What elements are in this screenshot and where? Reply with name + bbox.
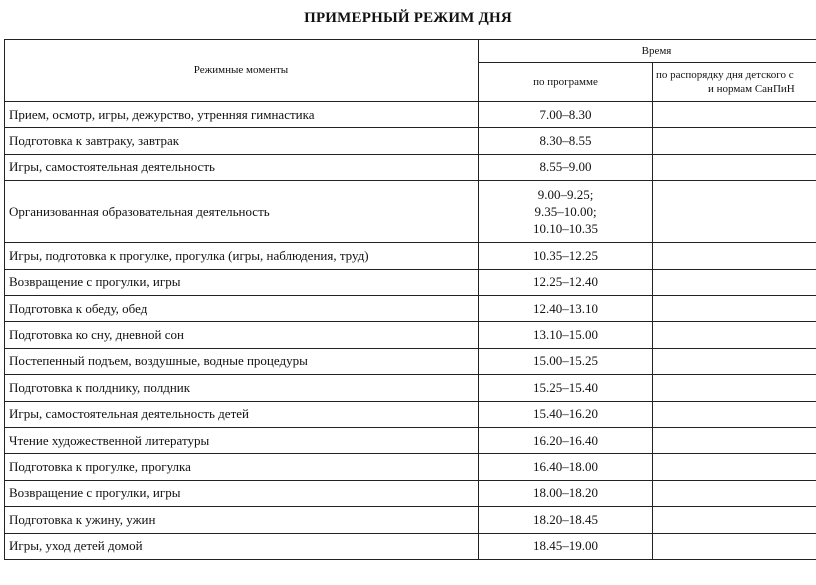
time-value: 13.10–15.00 bbox=[533, 327, 598, 343]
time-cell bbox=[479, 427, 652, 453]
time-cell bbox=[479, 295, 652, 321]
schedule-cell bbox=[653, 427, 816, 453]
time-value: 18.00–18.20 bbox=[533, 485, 598, 501]
schedule-cell bbox=[653, 180, 816, 242]
time-cell bbox=[479, 127, 652, 153]
schedule-cell bbox=[653, 480, 816, 506]
schedule-cell bbox=[653, 533, 816, 559]
time-value: 10.10–10.35 bbox=[533, 220, 598, 236]
time-cell bbox=[479, 180, 652, 242]
column-divider-schedule bbox=[652, 62, 653, 560]
time-value: 8.55–9.00 bbox=[539, 159, 592, 175]
row-border bbox=[4, 533, 816, 534]
header-time: Время bbox=[641, 44, 672, 57]
header-by-schedule-line1: по распорядку дня детского с bbox=[656, 69, 794, 81]
time-cell bbox=[479, 374, 652, 400]
row-border bbox=[4, 480, 816, 481]
time-cell bbox=[479, 533, 652, 559]
time-cell bbox=[479, 401, 652, 427]
schedule-cell bbox=[653, 295, 816, 321]
header-by-program: по программе bbox=[533, 76, 598, 88]
header-bottom-border bbox=[4, 101, 816, 102]
row-border bbox=[4, 374, 816, 375]
time-cell bbox=[479, 453, 652, 479]
time-value: 12.25–12.40 bbox=[533, 274, 598, 290]
activity-cell: Возвращение с прогулки, игры bbox=[9, 485, 181, 501]
time-value: 8.30–8.55 bbox=[539, 133, 592, 149]
schedule-cell bbox=[653, 101, 816, 127]
time-cell bbox=[479, 154, 652, 180]
activity-cell: Игры, подготовка к прогулке, прогулка (игры, наблюдения, труд) bbox=[9, 247, 369, 263]
header-moments: Режимные моменты bbox=[193, 64, 289, 76]
time-cell bbox=[479, 269, 652, 295]
row-border bbox=[4, 559, 816, 560]
schedule-cell bbox=[653, 242, 816, 268]
time-cell bbox=[479, 242, 652, 268]
header-by-schedule bbox=[656, 63, 816, 101]
row-border bbox=[4, 242, 816, 243]
schedule-cell bbox=[653, 348, 816, 374]
row-border bbox=[4, 154, 816, 155]
schedule-cell bbox=[653, 269, 816, 295]
schedule-cell bbox=[653, 321, 816, 347]
time-value: 16.20–16.40 bbox=[533, 432, 598, 448]
time-value: 9.35–10.00; bbox=[534, 203, 597, 219]
row-border bbox=[4, 453, 816, 454]
activity-cell: Чтение художественной литературы bbox=[9, 432, 210, 448]
time-cell bbox=[479, 506, 652, 532]
activity-cell: Игры, уход детей домой bbox=[9, 538, 143, 554]
activity-cell: Подготовка ко сну, дневной сон bbox=[9, 327, 184, 343]
page-title: ПРИМЕРНЫЙ РЕЖИМ ДНЯ bbox=[304, 10, 512, 26]
time-cell bbox=[479, 101, 652, 127]
schedule-cell bbox=[653, 127, 816, 153]
row-border bbox=[4, 180, 816, 181]
activity-cell: Прием, осмотр, игры, дежурство, утренняя гимнастика bbox=[9, 106, 315, 122]
column-divider-time bbox=[478, 39, 479, 560]
time-value: 15.40–16.20 bbox=[533, 406, 598, 422]
activity-cell: Подготовка к завтраку, завтрак bbox=[9, 133, 180, 149]
row-border bbox=[4, 269, 816, 270]
header-time-divider bbox=[478, 62, 816, 63]
time-cell bbox=[479, 321, 652, 347]
row-border bbox=[4, 506, 816, 507]
table-border-top bbox=[4, 39, 816, 40]
activity-cell: Подготовка к полднику, полдник bbox=[9, 379, 191, 395]
activity-cell: Постепенный подъем, воздушные, водные процедуры bbox=[9, 353, 308, 369]
time-value: 9.00–9.25; bbox=[537, 186, 594, 202]
row-border bbox=[4, 427, 816, 428]
time-value: 15.00–15.25 bbox=[533, 353, 598, 369]
table-border-left bbox=[4, 39, 5, 560]
time-cell bbox=[479, 480, 652, 506]
row-border bbox=[4, 295, 816, 296]
schedule-cell bbox=[653, 401, 816, 427]
activity-cell: Возвращение с прогулки, игры bbox=[9, 274, 181, 290]
activity-cell: Игры, самостоятельная деятельность bbox=[9, 159, 215, 175]
row-border bbox=[4, 321, 816, 322]
schedule-cell bbox=[653, 506, 816, 532]
time-cell bbox=[479, 348, 652, 374]
row-border bbox=[4, 401, 816, 402]
schedule-table bbox=[4, 39, 816, 562]
time-value: 18.45–19.00 bbox=[533, 538, 598, 554]
activity-cell: Организованная образовательная деятельность bbox=[9, 203, 270, 219]
activity-cell: Игры, самостоятельная деятельность детей bbox=[9, 406, 249, 422]
schedule-cell bbox=[653, 374, 816, 400]
activity-cell: Подготовка к прогулке, прогулка bbox=[9, 459, 191, 475]
row-border bbox=[4, 348, 816, 349]
time-value: 10.35–12.25 bbox=[533, 247, 598, 263]
time-value: 16.40–18.00 bbox=[533, 459, 598, 475]
time-value: 18.20–18.45 bbox=[533, 511, 598, 527]
time-value: 12.40–13.10 bbox=[533, 300, 598, 316]
schedule-cell bbox=[653, 453, 816, 479]
activity-cell: Подготовка к ужину, ужин bbox=[9, 511, 156, 527]
schedule-cell bbox=[653, 154, 816, 180]
header-by-schedule-line2: и нормам СанПиН bbox=[708, 83, 795, 95]
time-value: 7.00–8.30 bbox=[539, 106, 592, 122]
time-value: 15.25–15.40 bbox=[533, 379, 598, 395]
activity-cell: Подготовка к обеду, обед bbox=[9, 300, 148, 316]
row-border bbox=[4, 127, 816, 128]
